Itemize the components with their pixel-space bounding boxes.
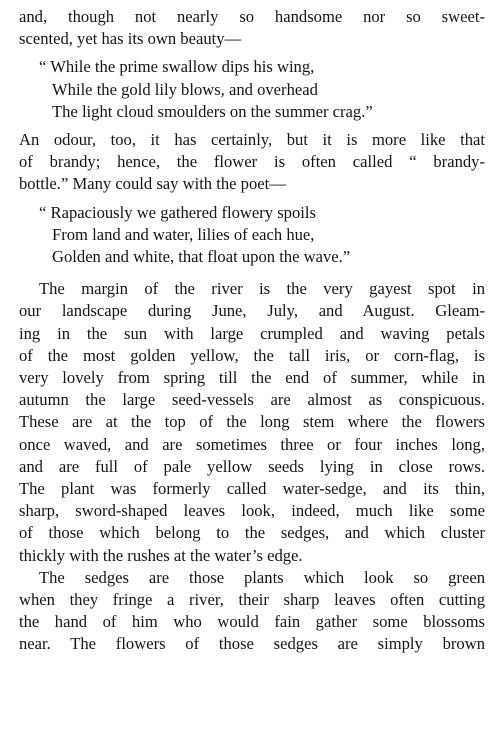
text-line: our landscape during June, July, and August. Gleam-	[19, 301, 485, 321]
text-line: scented, yet has its own beauty—	[19, 29, 242, 49]
paragraph-brandy-bottle-intro	[19, 6, 485, 50]
text-line: The plant was formerly called water-sedge, and its thin,	[19, 479, 485, 499]
text-line: bottle.” Many could say with the poet—	[19, 174, 286, 194]
verse-line: While the gold lily blows, and overhead	[52, 79, 318, 99]
text-line: very lovely from spring till the end of summer, while in	[19, 368, 485, 388]
text-line: and, though not nearly so handsome nor so sweet-	[19, 7, 485, 26]
text-line: sharp, sword-shaped leaves look, indeed, much like some	[19, 501, 485, 521]
text-line: An odour, too, it has certainly, but it is more like that	[19, 130, 485, 150]
verse-quotation-1	[19, 56, 485, 123]
verse-line: “ Rapaciously we gathered flowery spoils	[39, 202, 316, 222]
verse-line: Golden and white, that float upon the wave.”	[52, 247, 351, 267]
text-line: of those which belong to the sedges, and which cluster	[19, 523, 485, 543]
text-line: once waved, and are sometimes three or four inches long,	[19, 434, 485, 454]
text-line: thickly with the rushes at the water’s edge.	[19, 545, 303, 565]
text-line: ing in the sun with large crumpled and waving petals	[19, 323, 485, 343]
text-line: autumn the large seed-vessels are almost as conspicuous.	[19, 390, 485, 410]
text-line: near. The flowers of those sedges are simply brown	[19, 634, 485, 654]
text-line: These are at the top of the long stem where the flowers	[19, 412, 485, 432]
text-line: The sedges are those plants which look so green	[39, 567, 485, 587]
paragraph-odour	[19, 129, 485, 196]
verse-quotation-2	[19, 202, 485, 269]
text-line: the hand of him who would fain gather some blossoms	[19, 612, 485, 632]
paragraph-sedges	[19, 567, 485, 656]
text-line: of brandy; hence, the flower is often called “ brandy-	[19, 152, 485, 172]
text-line: of the most golden yellow, the tall iris, or corn-flag, is	[19, 345, 485, 365]
verse-line: From land and water, lilies of each hue,	[52, 224, 315, 244]
verse-line: The light cloud smoulders on the summer crag.”	[52, 101, 373, 121]
text-line: and are full of pale yellow seeds lying in close rows.	[19, 456, 485, 476]
verse-line: “ While the prime swallow dips his wing,	[39, 57, 315, 77]
book-page	[19, 6, 485, 656]
text-line: when they fringe a river, their sharp leaves often cutting	[19, 590, 485, 610]
text-line: The margin of the river is the very gayest spot in	[39, 279, 485, 299]
paragraph-river-margin	[19, 278, 485, 567]
